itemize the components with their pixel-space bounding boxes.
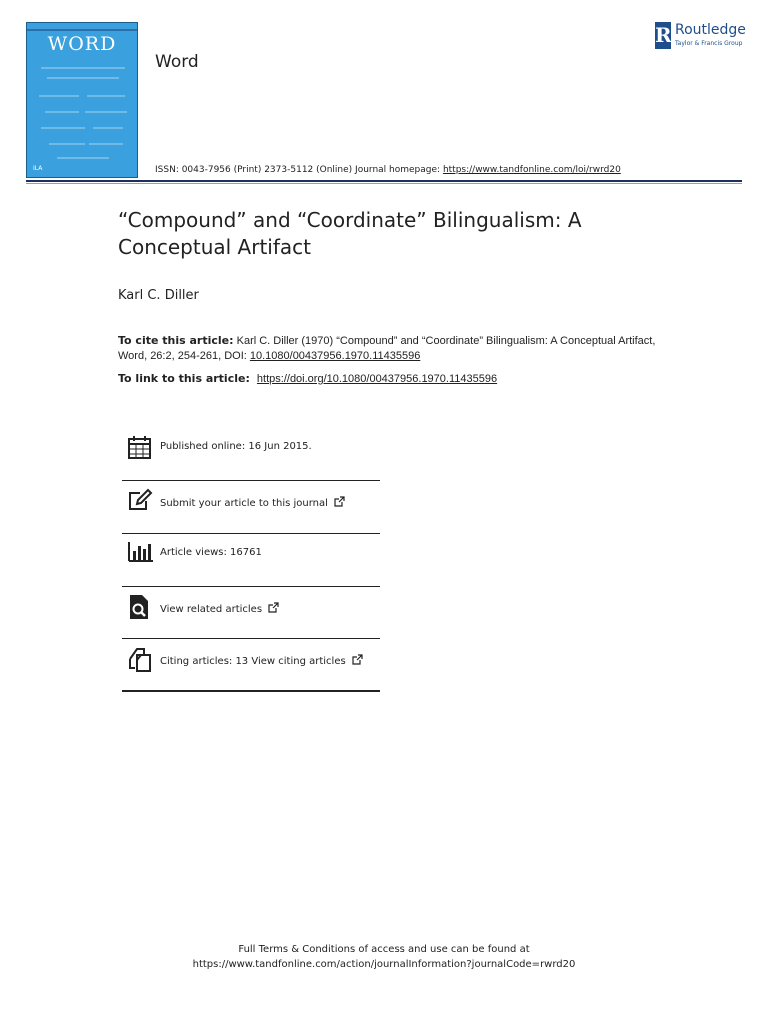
routledge-r-icon: R xyxy=(655,23,672,47)
calendar-icon xyxy=(127,434,153,460)
citation-block xyxy=(118,333,678,364)
cite-label: To cite this article: xyxy=(118,334,234,347)
cover-decoration xyxy=(49,143,85,145)
info-separator-bottom xyxy=(122,690,380,692)
search-document-icon xyxy=(127,594,153,620)
submit-article-text: Submit your article to this journal xyxy=(160,496,345,509)
article-link-line xyxy=(118,372,497,385)
citing-articles-text: Citing articles: 13 View citing articles xyxy=(160,654,363,667)
issn-line xyxy=(155,165,621,175)
info-separator xyxy=(122,533,380,534)
footer-terms xyxy=(0,942,768,972)
journal-homepage-link[interactable]: https://www.tandfonline.com/loi/rwrd20 xyxy=(442,165,621,175)
header-rule xyxy=(26,180,742,182)
external-link-icon xyxy=(352,654,363,665)
article-author: Karl C. Diller xyxy=(118,288,199,303)
cover-decoration xyxy=(89,143,123,145)
cover-decoration xyxy=(93,127,123,129)
external-link-icon xyxy=(334,496,345,507)
journal-name[interactable]: Word xyxy=(155,52,199,72)
bar-chart-icon xyxy=(127,540,153,566)
cover-decoration xyxy=(41,127,85,129)
cover-top-stripe xyxy=(27,29,137,31)
cover-footer: ILA xyxy=(33,165,43,172)
publisher-subtitle: Taylor & Francis Group xyxy=(675,40,743,47)
publisher-name: Routledge xyxy=(675,22,746,38)
footer-line-1: Full Terms & Conditions of access and use can be found at xyxy=(238,944,530,955)
cover-title: WORD xyxy=(47,33,117,55)
cover-decoration xyxy=(45,111,79,113)
cover-decoration xyxy=(87,95,125,97)
cover-decoration xyxy=(39,95,79,97)
info-separator xyxy=(122,586,380,587)
info-separator xyxy=(122,480,380,481)
article-doi-link[interactable]: https://doi.org/10.1080/00437956.1970.11435596 xyxy=(256,373,498,385)
cover-decoration xyxy=(47,77,119,79)
published-online-text: Published online: 16 Jun 2015. xyxy=(160,441,312,452)
article-views-text: Article views: 16761 xyxy=(160,547,262,558)
link-label: To link to this article: xyxy=(118,372,250,385)
header-rule-thin xyxy=(26,183,742,184)
related-articles-text: View related articles xyxy=(160,602,279,615)
cite-doi-link[interactable]: 10.1080/00437956.1970.11435596 xyxy=(249,350,421,362)
issn-text: ISSN: 0043-7956 (Print) 2373-5112 (Online) Journal homepage: xyxy=(155,165,441,175)
cite-text: Karl C. Diller (1970) “Compound” and “Coordinate” Bilingualism: A Conceptual Artifact, Word, 26:2, 254-261, DOI: xyxy=(118,335,656,362)
cover-decoration xyxy=(41,67,125,69)
article-title: “Compound” and “Coordinate” Bilingualism: A Conceptual Artifact xyxy=(118,208,582,259)
external-link-icon xyxy=(268,602,279,613)
citing-articles-icon xyxy=(127,646,153,672)
submit-pencil-icon xyxy=(127,488,153,514)
journal-cover-image xyxy=(26,22,138,178)
footer-terms-link[interactable]: https://www.tandfonline.com/action/journalInformation?journalCode=rwrd20 xyxy=(192,959,576,970)
cover-decoration xyxy=(57,157,109,159)
info-separator xyxy=(122,638,380,639)
cover-decoration xyxy=(85,111,127,113)
